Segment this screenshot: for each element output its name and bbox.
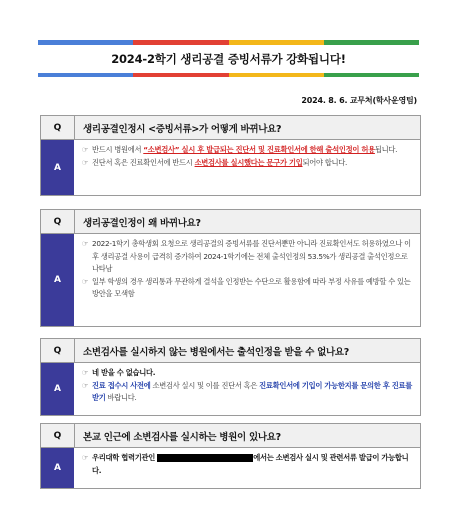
- answer-text: 일부 학생의 경우 생리통과 무관하게 결석을 인정받는 수단으로 활용함에 따라 부정 사유를 예방할 수 있는 방안을 모색함: [92, 276, 411, 298]
- answer-body: [74, 448, 420, 488]
- faq-card-2: [40, 209, 421, 327]
- answer-text: 됩니다.: [374, 145, 398, 154]
- pointing-hand-icon: ☞: [82, 276, 89, 286]
- faq-card-3: [40, 338, 421, 416]
- question-text: 본교 인근에 소변검사를 실시하는 병원이 있나요?: [83, 431, 281, 443]
- title-bottom-bar: [38, 73, 419, 77]
- question-row: [41, 424, 420, 448]
- question-text: 생리공결인정시 <증빙서류>가 어떻게 바뀌나요?: [83, 123, 282, 135]
- answer-body: [74, 363, 420, 415]
- faq-card-4: [40, 423, 421, 489]
- bar-red: [133, 73, 228, 77]
- answer-row: [41, 234, 420, 326]
- question-text: 생리공결인정이 왜 바뀌나요?: [83, 217, 201, 229]
- answer-row: [41, 448, 420, 488]
- answer-row: [41, 363, 420, 415]
- answer-item: [82, 157, 414, 170]
- pointing-hand-icon: ☞: [82, 453, 89, 462]
- a-label: A: [41, 363, 74, 415]
- pointing-hand-icon: ☞: [82, 380, 89, 390]
- date-line: 2024. 8. 6. 교무처(학사운영팀): [301, 96, 417, 105]
- answer-item: [82, 367, 414, 380]
- question-row: [41, 210, 420, 234]
- q-label: Q: [41, 339, 75, 362]
- answer-item: [82, 380, 414, 405]
- answer-row: [41, 140, 420, 195]
- answer-text: 2022-1학기 총학생회 요청으로 생리공결의 증빙서류를 진단서뿐만 아니라 진료확인서도 허용하였으나 이후 생리공결 사용이 급격히 증가하여 2024-1학기에는 전체 출석인정의 53.5%가 생리공결 출석인정으로 나타남: [92, 239, 411, 273]
- q-label: Q: [41, 424, 75, 447]
- answer-item: [82, 144, 414, 157]
- answer-text: 진단서 혹은 진료확인서에 반드시: [92, 157, 195, 167]
- pointing-hand-icon: ☞: [82, 157, 89, 167]
- answer-text: 우리대학 협력기관인: [92, 453, 158, 462]
- answer-highlight: 진료확인서에 기입이 가능한지를 문의한 후 진료를 받기: [92, 380, 413, 402]
- a-label: A: [41, 140, 74, 195]
- page-title: 2024-2학기 생리공결 증빙서류가 강화됩니다!: [111, 52, 346, 66]
- answer-text: 소변검사 실시 및 이를 진단서 혹은: [150, 380, 260, 390]
- answer-text: 네 받을 수 없습니다.: [92, 368, 156, 377]
- question-row: [41, 116, 420, 140]
- answer-highlight: 진료 접수시 사전에: [92, 380, 151, 390]
- a-label: A: [41, 234, 74, 326]
- answer-text: 되어야 합니다.: [302, 157, 348, 167]
- answer-item: [82, 452, 414, 477]
- answer-text: 바랍니다.: [105, 393, 137, 402]
- bar-green: [324, 73, 419, 77]
- pointing-hand-icon: ☞: [82, 368, 89, 377]
- answer-item: [82, 276, 414, 301]
- faq-card-1: [40, 115, 421, 196]
- pointing-hand-icon: ☞: [82, 145, 89, 154]
- q-label: Q: [41, 210, 75, 233]
- answer-text: 반드시 병원에서: [92, 145, 144, 154]
- bar-blue: [38, 73, 133, 77]
- answer-body: [74, 140, 420, 195]
- answer-body: [74, 234, 420, 326]
- bar-yellow: [229, 73, 324, 77]
- answer-text: 에서는 소변검사 실시 및 관련서류 발급이 가능합니다.: [92, 453, 409, 475]
- answer-item: [82, 238, 414, 276]
- a-label: A: [41, 448, 74, 488]
- q-label: Q: [41, 116, 75, 139]
- answer-highlight: 소변검사를 실시했다는 문구가 기입: [194, 157, 303, 167]
- redaction-block: [157, 454, 253, 462]
- question-row: [41, 339, 420, 363]
- answer-highlight: “소변검사” 실시 후 발급되는 진단서 및 진료확인서에 한해 출석인정이 허용: [143, 145, 375, 154]
- pointing-hand-icon: ☞: [82, 239, 89, 248]
- question-text: 소변검사를 실시하지 않는 병원에서는 출석인정을 받을 수 없나요?: [83, 346, 349, 358]
